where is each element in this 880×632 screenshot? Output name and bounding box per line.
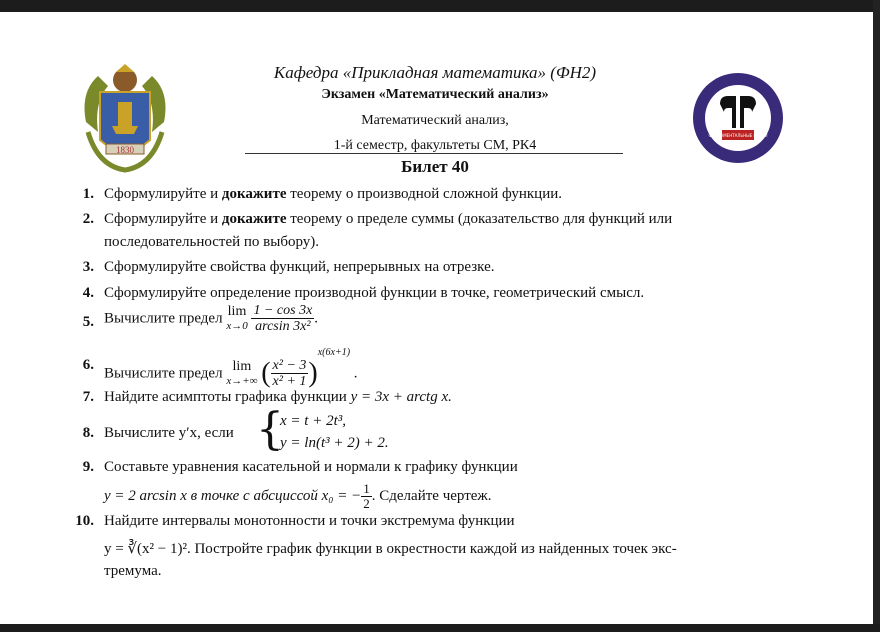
fraction: $\frac{1 - \cos 3x}{\text{arcsin 3x²}}$	[253, 303, 313, 334]
limit-operator: lim x→+∞	[226, 358, 258, 387]
system-brace: {	[256, 404, 284, 455]
window-right-edge	[873, 0, 880, 632]
ticket-title: Билет 40	[401, 157, 469, 176]
question-number: 10.	[75, 513, 94, 529]
exam-header	[240, 62, 630, 157]
question-number: 6.	[82, 357, 94, 373]
emblem-caption: ФУНДАМЕНТАЛЬНЫЕ НАУКИ	[708, 133, 768, 138]
question-number: 2.	[82, 211, 94, 227]
department-name: Кафедра «Прикладная математика» (ФН2)	[273, 63, 597, 82]
university-emblem-icon	[78, 62, 172, 174]
question-number: 5.	[82, 314, 94, 330]
limit-operator: lim x→0	[226, 303, 248, 332]
semester-info: 1-й семестр, факультеты СМ, РК4	[333, 138, 537, 153]
fraction: $\frac{\text{x² − 3}}{\text{x² + 1}}$	[272, 358, 307, 390]
window-bottom-edge	[0, 624, 880, 632]
faculty-emblem-icon	[692, 72, 784, 164]
question-number: 1.	[82, 186, 94, 202]
header-divider	[245, 153, 623, 154]
exam-title: Экзамен «Математический анализ»	[321, 87, 549, 102]
question-number: 7.	[82, 389, 94, 405]
question-number: 8.	[82, 425, 94, 441]
question-number: 4.	[82, 285, 94, 301]
window-top-bar	[0, 0, 880, 12]
emblem-year: 1830	[116, 145, 134, 155]
subject-name: Математический анализ,	[361, 113, 509, 128]
question-number: 3.	[82, 259, 94, 275]
question-number: 9.	[82, 459, 94, 475]
